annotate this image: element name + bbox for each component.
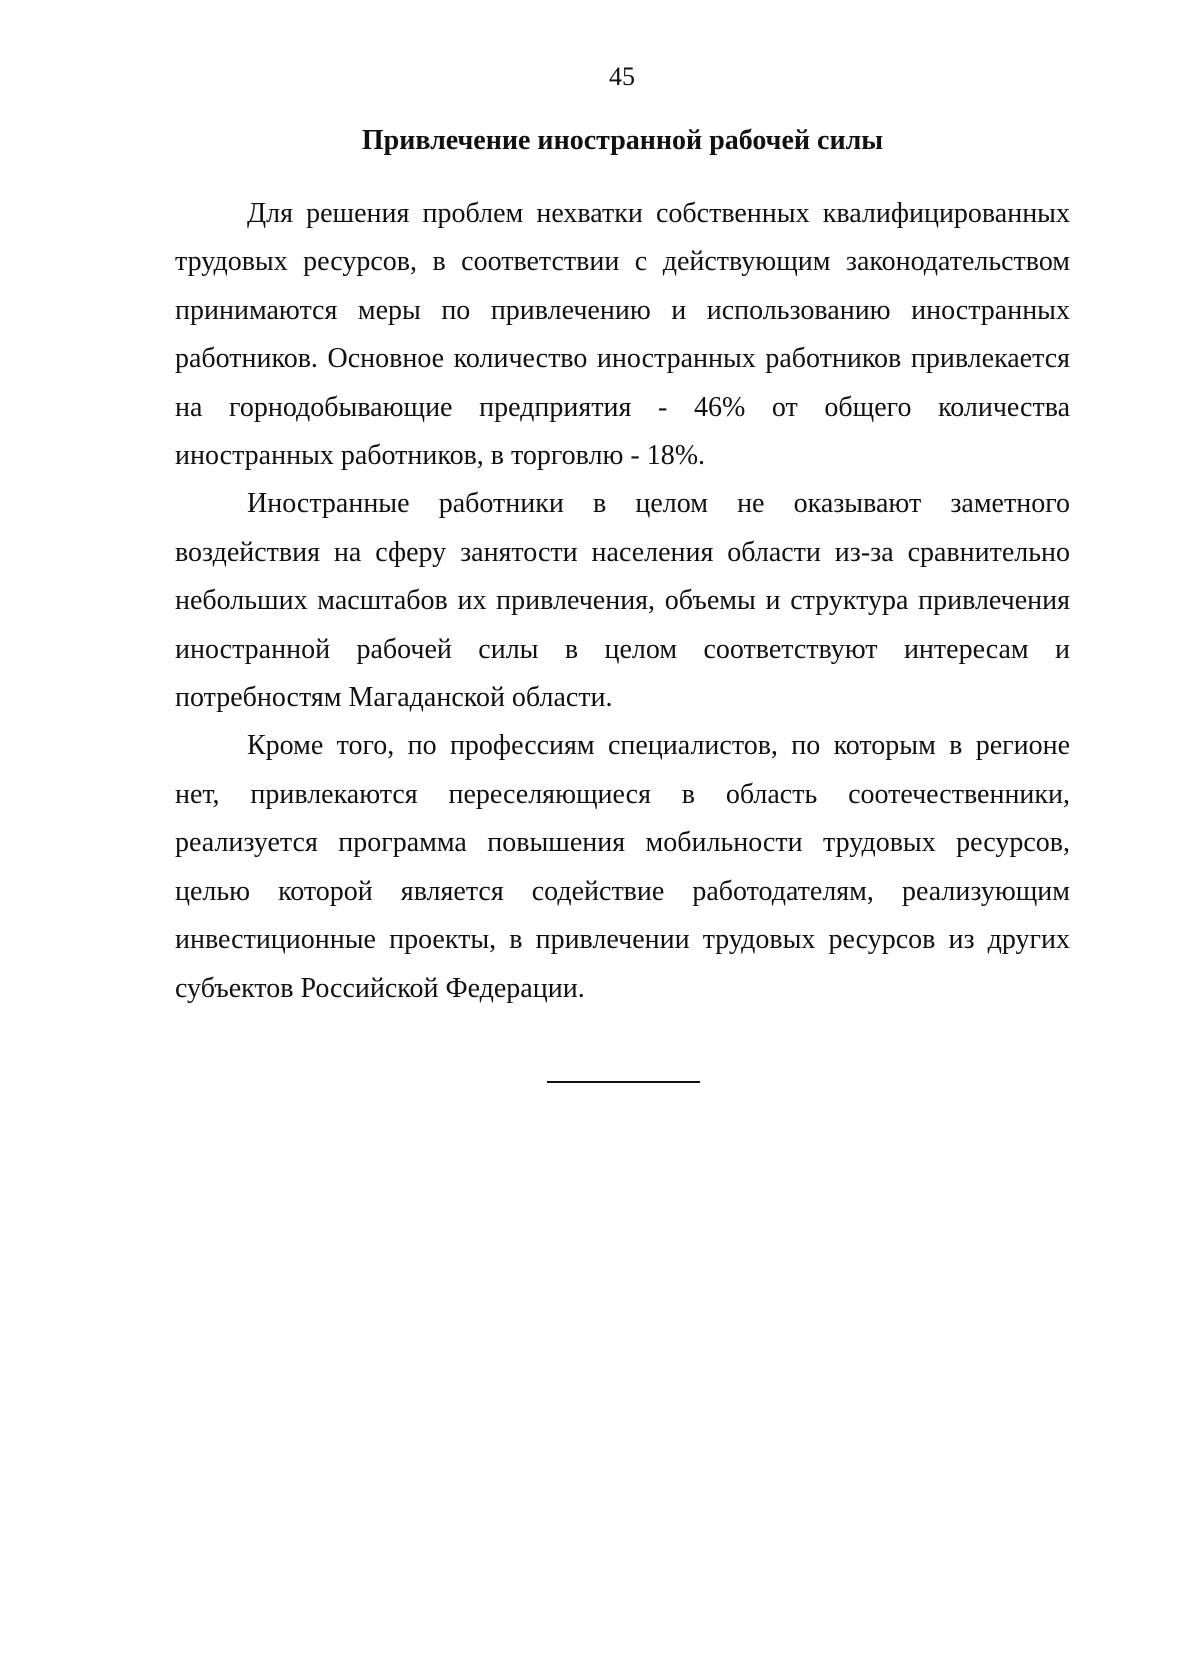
- section-heading: Привлечение иностранной рабочей силы: [361, 125, 884, 156]
- paragraph-compatriots-program: Кроме того, по профессиям специалистов, по которым в регионе нет, привлекаются переселяющиеся в область соотечественники, реализуется программа повышения мобильности трудовых ресурсов, целью которой является содействие работодателям, реализующим инвестиционные проекты, в привлечении трудовых ресурсов из других субъектов Российской Федерации.: [175, 730, 1070, 1004]
- body-text: [175, 190, 1070, 1013]
- end-separator-line: [547, 1081, 700, 1083]
- paragraph-foreign-workers-attraction: Для решения проблем нехватки собственных квалифицированных трудовых ресурсов, в соответствии с действующим законодательством принимаются меры по привлечению и использованию иностранных работников. Основное количество иностранных работников привлекается на горнодобывающие предприятия - 46% от общего количества иностранных работников, в торговлю - 18%.: [175, 198, 1070, 472]
- page-number: 45: [609, 62, 635, 91]
- paragraph-employment-impact: Иностранные работники в целом не оказывают заметного воздействия на сферу занятости населения области из-за сравнительно небольших масштабов их привлечения, объемы и структура привлечения иностранной рабочей силы в целом соответствуют интересам и потребностям Магаданской области.: [175, 488, 1070, 714]
